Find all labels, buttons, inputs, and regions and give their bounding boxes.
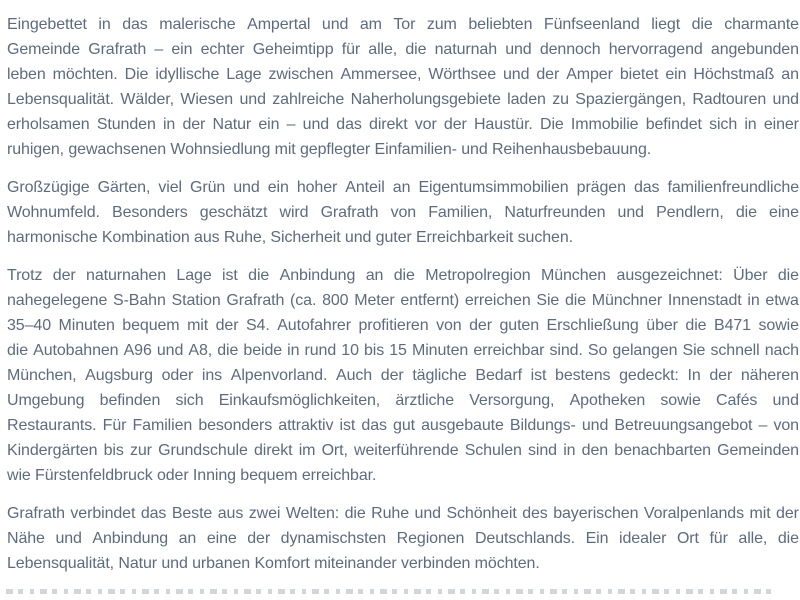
text-line: Grafrath verbindet das Beste aus zwei Welten: die Ruhe und Schönheit des bayerischen Voralpenlands mit der <box>7 505 799 522</box>
text-line: 35–40 Minuten bequem mit der S4. Autofahrer profitieren von der guten Erschließung über die B471 sowie <box>7 317 799 334</box>
text-line: Gemeinde Grafrath – ein echter Geheimtipp für alle, die naturnah und dennoch hervorragend angebunden <box>7 41 799 58</box>
text-line: die Autobahnen A96 und A8, die beide in rund 10 bis 15 Minuten erreichbar sind. So gelangen Sie schnell nach <box>7 342 799 359</box>
text-line: Kindergärten bis zur Grundschule direkt im Ort, weiterführende Schulen sind in den benachbarten Gemeinden <box>7 442 799 459</box>
text-line-last: harmonische Kombination aus Ruhe, Sicherheit und guter Erreichbarkeit suchen. <box>7 229 573 246</box>
text-line-last: ruhigen, gewachsenen Wohnsiedlung mit gepflegter Einfamilien- und Reihenhausbebauung. <box>7 141 652 158</box>
text-line: Großzügige Gärten, viel Grün und ein hoher Anteil an Eigentumsimmobilien prägen das familienfreundliche <box>7 179 799 196</box>
text-line: leben möchten. Die idyllische Lage zwischen Ammersee, Wörthsee und der Amper bietet ein Höchstmaß an <box>7 66 799 83</box>
text-line: Eingebettet in das malerische Ampertal und am Tor zum beliebten Fünfseenland liegt die charmante <box>7 16 799 33</box>
text-line: Trotz der naturnahen Lage ist die Anbindung an die Metropolregion München ausgezeichnet: Über die <box>7 267 799 284</box>
text-line: Wohnumfeld. Besonders geschätzt wird Grafrath von Familien, Naturfreunden und Pendlern, die eine <box>7 204 799 221</box>
text-line: Umgebung befinden sich Einkaufsmöglichkeiten, ärztliche Versorgung, Apotheken sowie Cafés und <box>7 392 799 409</box>
text-line-last: Lebensqualität, Natur und urbanen Komfort miteinander verbinden möchten. <box>7 555 540 572</box>
text-line: erholsamen Stunden in der Natur ein – und das direkt vor der Haustür. Die Immobilie befindet sich in einer <box>7 116 799 133</box>
property-description-text <box>7 12 799 589</box>
text-line: München, Augsburg oder ins Alpenvorland. Auch der tägliche Bedarf ist bestens gedeckt: In der näheren <box>7 367 799 384</box>
paragraph <box>7 175 799 250</box>
text-line: Lebensqualität. Wälder, Wiesen und zahlreiche Naherholungsgebiete laden zu Spaziergängen, Radtouren und <box>7 91 799 108</box>
text-line: Restaurants. Für Familien besonders attraktiv ist das gut ausgebaute Bildungs- und Betreuungsangebot – von <box>7 417 799 434</box>
text-line-last: wie Fürstenfeldbruck oder Inning bequem erreichbar. <box>7 467 377 484</box>
paragraph <box>7 501 799 576</box>
paragraph <box>7 263 799 488</box>
paragraph <box>7 12 799 162</box>
clipped-text-line <box>6 589 778 594</box>
text-line: Nähe und Anbindung an eine der dynamischsten Regionen Deutschlands. Ein idealer Ort für alle, die <box>7 530 799 547</box>
text-line: nahegelegene S-Bahn Station Grafrath (ca. 800 Meter entfernt) erreichen Sie die Münchner Innenstadt in etwa <box>7 292 799 309</box>
